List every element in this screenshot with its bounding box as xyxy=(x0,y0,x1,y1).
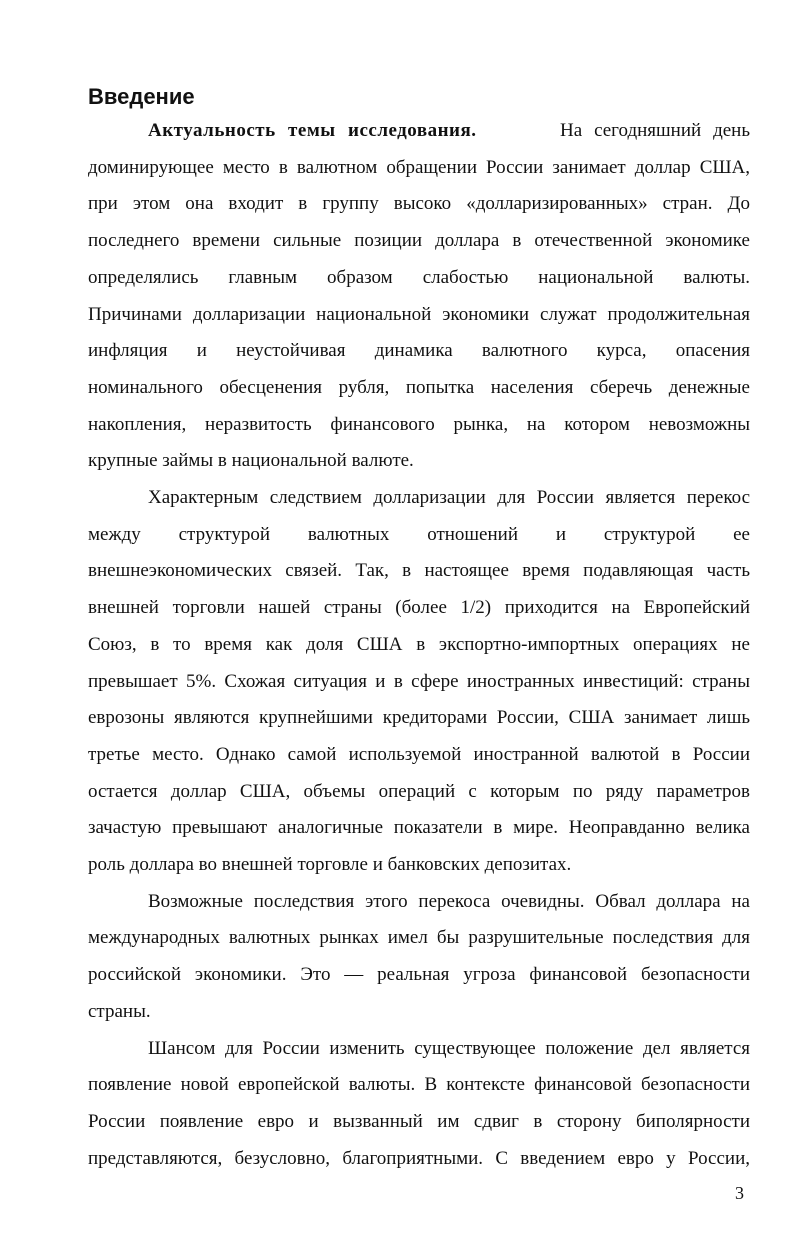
paragraph-line: накопления, неразвитость финансового рынка, на котором невозможны xyxy=(88,413,750,435)
paragraph-line: внешнеэкономических связей. Так, в настоящее время подавляющая часть xyxy=(88,560,750,582)
paragraph-line: последнего времени сильные позиции доллара в отечественной экономике xyxy=(88,230,750,252)
paragraph-line: Союз, в то время как доля США в экспортно-импортных операциях не xyxy=(88,633,750,655)
paragraph-line: еврозоны являются крупнейшими кредиторами России, США занимает лишь xyxy=(88,707,750,729)
paragraph-line: зачастую превышают аналогичные показатели в мире. Неоправданно велика xyxy=(88,817,750,839)
paragraph-line: представляются, безусловно, благоприятными. С введением евро у России, xyxy=(88,1147,750,1169)
paragraph-line: страны. xyxy=(88,1000,151,1022)
paragraph-line: превышает 5%. Схожая ситуация и в сфере иностранных инвестиций: страны xyxy=(88,670,750,692)
paragraph-line: Шансом для России изменить существующее положение дел является xyxy=(148,1037,750,1059)
paragraph-line: Возможные последствия этого перекоса очевидны. Обвал доллара на xyxy=(148,890,750,912)
page-number: 3 xyxy=(735,1183,744,1203)
paragraph-line: крупные займы в национальной валюте. xyxy=(88,450,414,472)
paragraph-line: появление новой европейской валюты. В контексте финансовой безопасности xyxy=(88,1074,750,1096)
paragraph-line: международных валютных рынках имел бы разрушительные последствия для xyxy=(88,927,750,949)
paragraph-line: роль доллара во внешней торговле и банковских депозитах. xyxy=(88,854,572,876)
paragraph-2 xyxy=(88,480,750,884)
paragraph-line: Актуальность темы исследования. На сегодняшний день xyxy=(148,120,751,141)
paragraph-line: России появление евро и вызванный им сдвиг в сторону биполярности xyxy=(88,1110,750,1132)
paragraph-line: определялись главным образом слабостью национальной валюты. xyxy=(88,266,750,288)
paragraph-line: третье место. Однако самой используемой иностранной валютой в России xyxy=(88,743,750,765)
paragraph-line: Характерным следствием долларизации для России является перекос xyxy=(148,487,750,509)
paragraph-line: остается доллар США, объемы операций с которым по ряду параметров xyxy=(88,780,750,802)
paragraph-line: между структурой валютных отношений и структурой ее xyxy=(88,523,750,545)
body-text xyxy=(88,113,750,1177)
paragraph-line: Причинами долларизации национальной экономики служат продолжительная xyxy=(88,303,750,325)
lead-phrase: Актуальность темы исследования. xyxy=(148,120,477,141)
paragraph-1 xyxy=(88,113,750,480)
paragraph-line: доминирующее место в валютном обращении России занимает доллар США, xyxy=(88,156,750,178)
page-title: Введение xyxy=(88,84,195,109)
paragraph-line: номинального обесценения рубля, попытка населения сберечь денежные xyxy=(88,376,750,398)
paragraph-3 xyxy=(88,884,750,1031)
paragraph-line: российской экономики. Это — реальная угроза финансовой безопасности xyxy=(88,964,750,986)
paragraph-4 xyxy=(88,1031,750,1178)
paragraph-line: инфляция и неустойчивая динамика валютного курса, опасения xyxy=(88,340,750,362)
paragraph-line: при этом она входит в группу высоко «долларизированных» стран. До xyxy=(88,193,750,215)
paragraph-line: внешней торговли нашей страны (более 1/2) приходится на Европейский xyxy=(88,597,750,619)
